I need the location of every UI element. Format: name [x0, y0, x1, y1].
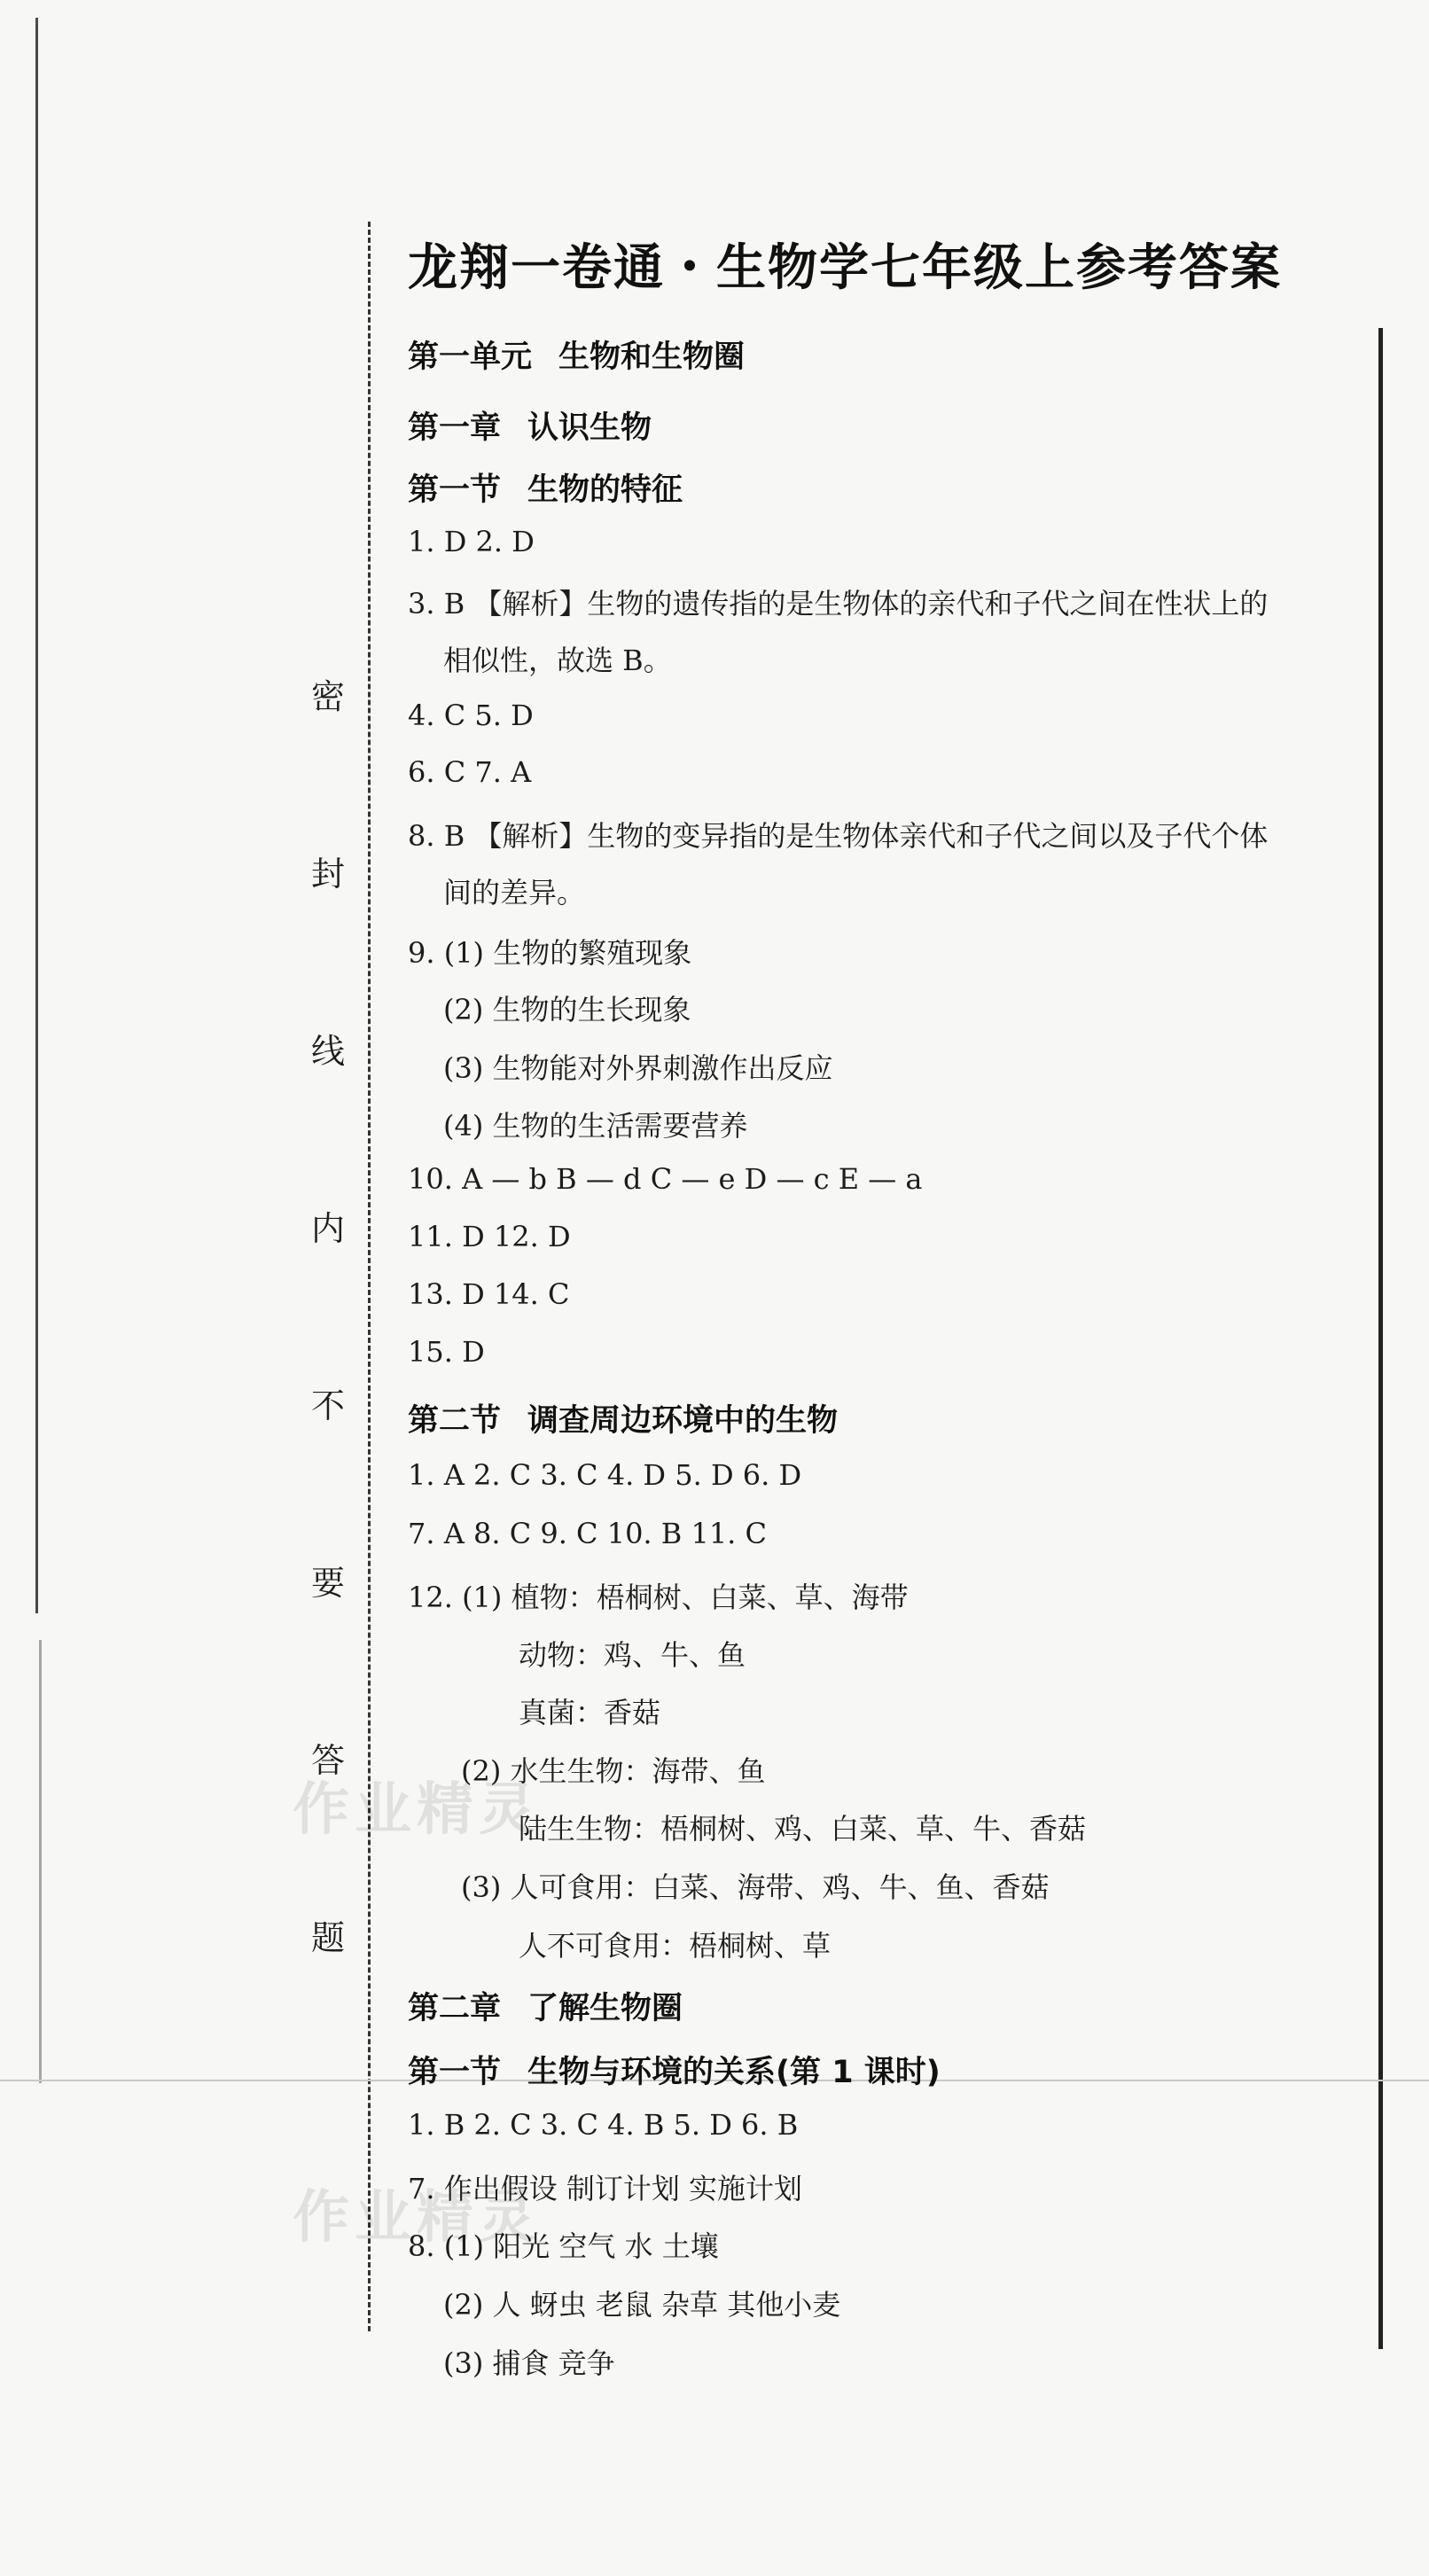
seal-dashed-line [368, 222, 371, 2331]
answer-line: 12. (1) 植物：梧桐树、白菜、草、海带 [408, 1581, 909, 1614]
answer-line: 11. D 12. D [408, 1220, 571, 1253]
chapter-number: 第二章 [408, 1991, 502, 2026]
answer-line: 15. D [408, 1335, 485, 1369]
seal-char: 密 [310, 677, 345, 716]
section-name: 生物的特征 [527, 472, 683, 508]
answer-line: 3. B 【解析】生物的遗传指的是生物体的亲代和子代之间在性状上的 [408, 587, 1269, 621]
seal-char: 封 [310, 855, 345, 894]
seal-char: 内 [310, 1209, 345, 1248]
answer-line: 人不可食用：梧桐树、草 [519, 1929, 832, 1963]
unit-name: 生物和生物圈 [558, 340, 746, 375]
answer-line: 1. B 2. C 3. C 4. B 5. D 6. B [408, 2108, 799, 2142]
answer-line: 7. 作出假设 制订计划 实施计划 [408, 2172, 803, 2205]
answer-line: (2) 人 蚜虫 老鼠 杂草 其他小麦 [443, 2288, 841, 2322]
page-title: 龙翔一卷通・生物学七年级上参考答案 [408, 239, 1282, 297]
answer-line: (4) 生物的生活需要营养 [443, 1109, 748, 1143]
right-margin-bar [1378, 328, 1383, 2349]
watermark: 作业精灵 [293, 2185, 541, 2251]
seal-char: 要 [310, 1564, 345, 1603]
section-name: 调查周边环境中的生物 [527, 1403, 839, 1439]
section-heading [408, 465, 683, 510]
answer-line: (3) 人可食用：白菜、海带、鸡、牛、鱼、香菇 [461, 1870, 1050, 1904]
page-binding-edge-lower [39, 1640, 42, 2083]
section-number: 第一节 [408, 2055, 502, 2090]
answer-line: (2) 生物的生长现象 [443, 993, 691, 1026]
answer-line: 13. D 14. C [408, 1277, 570, 1311]
chapter-heading [408, 1984, 683, 2028]
unit-number: 第一单元 [408, 340, 533, 375]
answer-line: (3) 捕食 竞争 [443, 2346, 615, 2380]
seal-char: 题 [310, 1918, 345, 1957]
answer-line: (2) 水生生物：海带、鱼 [461, 1754, 766, 1788]
answer-line: 10. A — b B — d C — e D — c E — a [408, 1162, 923, 1196]
chapter-name: 认识生物 [527, 410, 652, 446]
seal-char: 答 [310, 1741, 345, 1780]
answer-line: 6. C 7. A [408, 755, 532, 789]
answer-line: 陆生生物：梧桐树、鸡、白菜、草、牛、香菇 [519, 1812, 1087, 1846]
answer-line: 8. (1) 阳光 空气 水 土壤 [408, 2229, 719, 2263]
page-binding-edge [35, 18, 44, 1613]
seal-char: 不 [310, 1386, 345, 1425]
chapter-number: 第一章 [408, 410, 502, 446]
answer-line: 动物：鸡、牛、鱼 [519, 1638, 746, 1672]
answer-line: 相似性，故选 B。 [443, 644, 672, 677]
answer-line: 真菌：香菇 [519, 1696, 661, 1729]
section-number: 第一节 [408, 472, 502, 508]
answer-line: 9. (1) 生物的繁殖现象 [408, 936, 692, 970]
unit-heading [408, 332, 745, 377]
section-number: 第二节 [408, 1403, 502, 1439]
watermark: 作业精灵 [293, 1777, 541, 1843]
section-name: 生物与环境的关系(第 1 课时) [527, 2055, 941, 2090]
answer-line: 8. B 【解析】生物的变异指的是生物体亲代和子代之间以及子代个体 [408, 819, 1269, 853]
answer-line: 间的差异。 [443, 876, 586, 909]
answer-line: 1. A 2. C 3. C 4. D 5. D 6. D [408, 1458, 802, 1492]
section-heading [408, 2048, 941, 2092]
section-heading [408, 1396, 838, 1440]
answer-line: 4. C 5. D [408, 699, 534, 732]
answer-line: 7. A 8. C 9. C 10. B 11. C [408, 1517, 767, 1550]
seal-char: 线 [310, 1032, 345, 1071]
answer-line: 1. D 2. D [408, 525, 535, 558]
answer-line: (3) 生物能对外界刺激作出反应 [443, 1051, 833, 1085]
chapter-name: 了解生物圈 [527, 1991, 683, 2026]
chapter-heading [408, 403, 652, 448]
